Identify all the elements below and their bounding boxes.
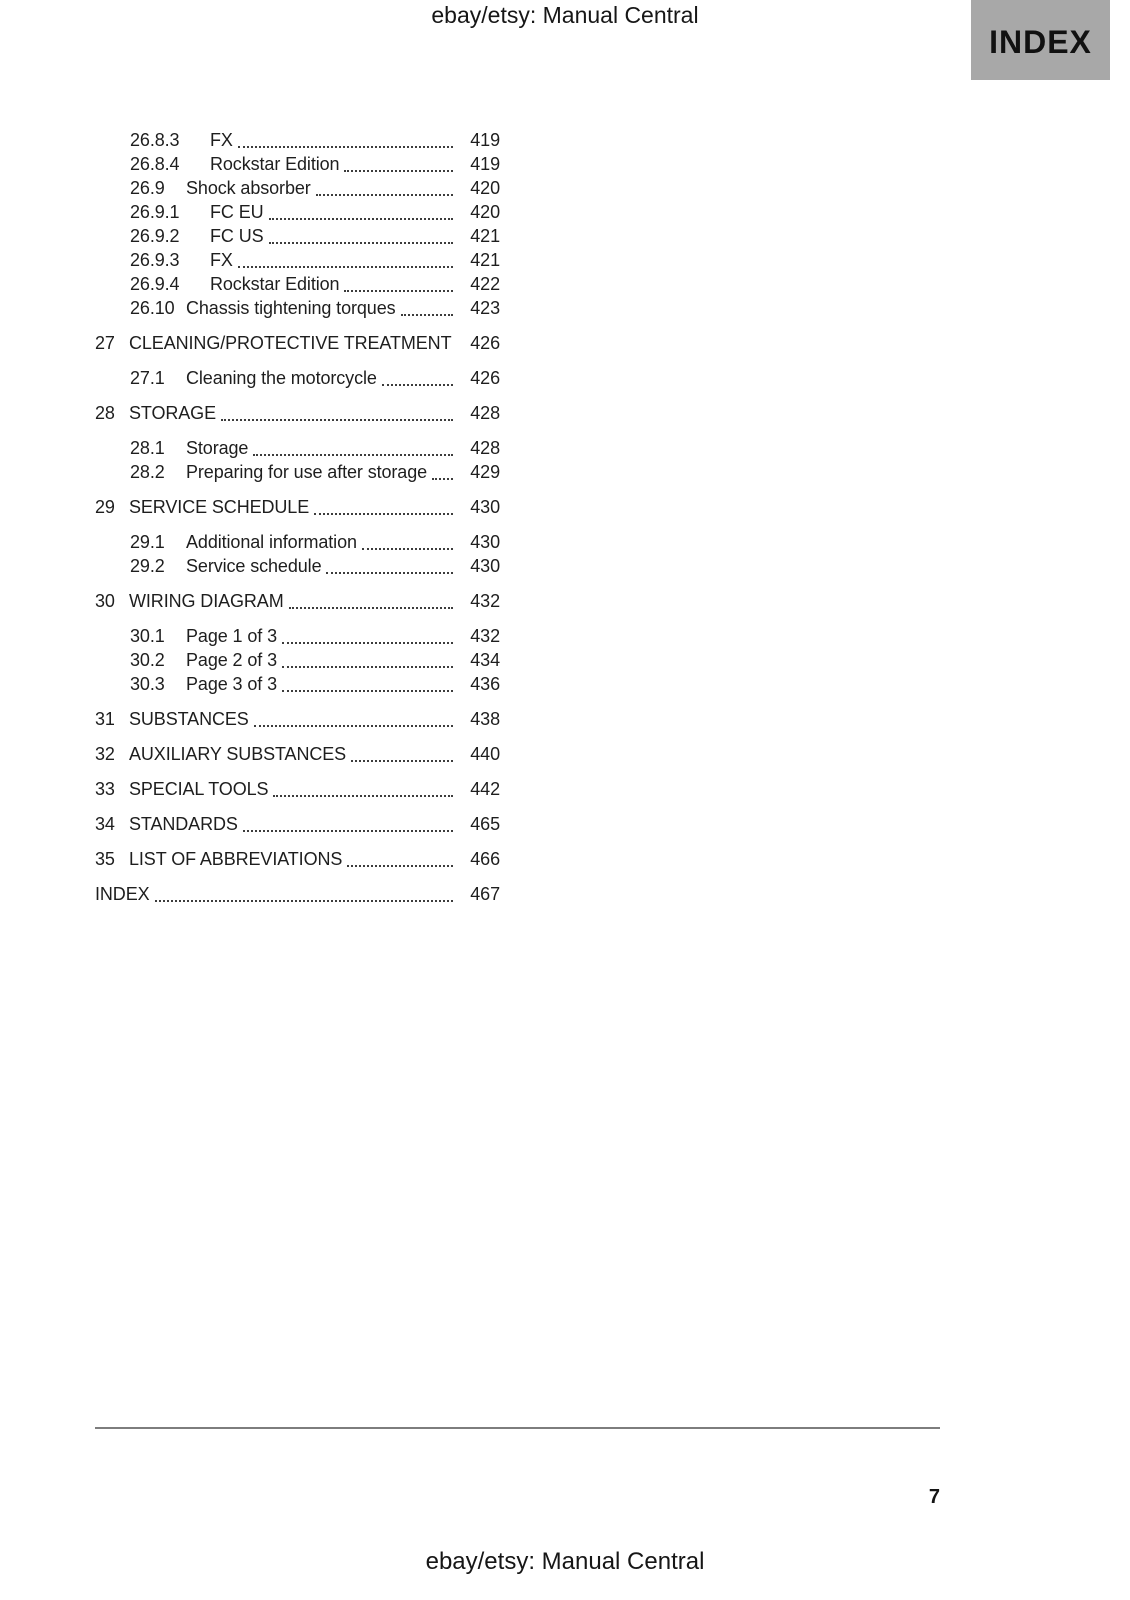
toc-entry xyxy=(95,648,500,672)
toc-entry-number: 26.9.4 xyxy=(130,274,180,294)
dot-leader xyxy=(238,812,460,836)
dot-leader xyxy=(150,882,460,906)
dot-leader xyxy=(377,366,460,390)
toc-entry-number: 28.2 xyxy=(130,462,165,482)
toc-entry-page: 438 xyxy=(470,709,500,729)
toc-entry-number: 29.2 xyxy=(130,556,165,576)
toc-entry-title: Storage xyxy=(186,438,249,458)
dot-leader xyxy=(311,176,460,200)
toc-entry-page: 465 xyxy=(470,814,500,834)
page-number: 7 xyxy=(928,1486,940,1508)
toc-entry xyxy=(95,176,500,200)
dot-leader xyxy=(357,530,460,554)
toc-entry xyxy=(95,742,500,766)
dot-leader xyxy=(233,248,460,272)
dot-leader xyxy=(339,272,460,296)
toc-entry-page: 430 xyxy=(470,532,500,552)
toc-entry-title: Preparing for use after storage xyxy=(186,462,428,482)
toc-entry xyxy=(95,224,500,248)
dot-leader xyxy=(216,401,460,425)
toc-entry-title: Additional information xyxy=(186,532,357,552)
toc-entry xyxy=(95,152,500,176)
toc-entry xyxy=(95,366,500,390)
toc-entry-page: 421 xyxy=(470,250,500,270)
toc-entry-title: Rockstar Edition xyxy=(210,154,340,174)
toc-entry xyxy=(95,530,500,554)
toc-entry-title: Chassis tightening torques xyxy=(186,298,396,318)
toc-entry-number: 30 xyxy=(95,591,115,611)
dot-leader xyxy=(342,847,460,871)
toc-entry-number: 29.1 xyxy=(130,532,165,552)
toc-entry-title: Service schedule xyxy=(186,556,322,576)
toc-entry xyxy=(95,554,500,578)
toc-entry-number: 31 xyxy=(95,709,115,729)
index-tab xyxy=(971,0,1110,80)
toc-entry xyxy=(95,272,500,296)
dot-leader xyxy=(321,554,460,578)
dot-leader xyxy=(264,200,460,224)
toc-entry-page: 440 xyxy=(470,744,500,764)
toc-entry-page: 426 xyxy=(470,333,500,353)
toc-entry-page: 429 xyxy=(470,462,500,482)
toc-entry-page: 466 xyxy=(470,849,500,869)
toc-entry-number: 35 xyxy=(95,849,115,869)
dot-leader xyxy=(233,128,460,152)
footer-divider xyxy=(95,1427,940,1429)
dot-leader xyxy=(249,707,460,731)
toc-entry-number: 28 xyxy=(95,403,115,423)
toc-entry-number: 28.1 xyxy=(130,438,165,458)
toc-entry-page: 434 xyxy=(470,650,500,670)
toc-entry-title: STORAGE xyxy=(129,403,216,423)
dot-leader xyxy=(451,331,460,355)
toc-entry-page: 432 xyxy=(470,626,500,646)
toc-entry-page: 430 xyxy=(470,556,500,576)
toc-entry-title: FC US xyxy=(210,226,264,246)
toc-entry-page: 421 xyxy=(470,226,500,246)
toc-entry-number: 33 xyxy=(95,779,115,799)
toc-entry xyxy=(95,128,500,152)
toc-entry-number: 32 xyxy=(95,744,115,764)
index-tab-label: INDEX xyxy=(989,23,1092,60)
toc-entry-title: INDEX xyxy=(95,884,150,904)
dot-leader xyxy=(277,624,460,648)
toc-entry-page: 432 xyxy=(470,591,500,611)
toc-entry-title: Cleaning the motorcycle xyxy=(186,368,377,388)
toc-entry xyxy=(95,707,500,731)
dot-leader xyxy=(427,460,460,484)
toc-entry-number: 29 xyxy=(95,497,115,517)
toc-entry-title: LIST OF ABBREVIATIONS xyxy=(129,849,343,869)
dot-leader xyxy=(346,742,460,766)
toc-entry xyxy=(95,882,500,906)
toc-entry xyxy=(95,672,500,696)
toc-entry-number: 30.1 xyxy=(130,626,165,646)
toc-entry-title: FX xyxy=(210,250,233,270)
toc-entry-number: 26.9.2 xyxy=(130,226,180,246)
toc-entry-page: 467 xyxy=(470,884,500,904)
toc-entry-number: 26.8.3 xyxy=(130,130,180,150)
toc-entry-title: STANDARDS xyxy=(129,814,238,834)
dot-leader xyxy=(284,589,460,613)
toc-entry-page: 428 xyxy=(470,438,500,458)
toc-entry-page: 428 xyxy=(470,403,500,423)
dot-leader xyxy=(396,296,460,320)
toc-entry-page: 419 xyxy=(470,154,500,174)
dot-leader xyxy=(264,224,460,248)
toc-entry-page: 442 xyxy=(470,779,500,799)
toc-entry xyxy=(95,777,500,801)
toc-entry xyxy=(95,624,500,648)
toc-entry xyxy=(95,847,500,871)
toc-entry-title: WIRING DIAGRAM xyxy=(129,591,284,611)
toc-entry-title: AUXILIARY SUBSTANCES xyxy=(129,744,347,764)
toc-entry xyxy=(95,460,500,484)
toc-entry xyxy=(95,296,500,320)
toc-entry-number: 27.1 xyxy=(130,368,165,388)
toc-entry-page: 420 xyxy=(470,202,500,222)
toc-entry-title: CLEANING/PROTECTIVE TREATMENT xyxy=(129,333,452,353)
toc-entry-page: 423 xyxy=(470,298,500,318)
toc-entry-number: 26.9.3 xyxy=(130,250,180,270)
table-of-contents xyxy=(95,128,500,917)
toc-entry-page: 420 xyxy=(470,178,500,198)
dot-leader xyxy=(277,648,460,672)
toc-entry xyxy=(95,401,500,425)
toc-entry-title: Page 3 of 3 xyxy=(186,674,277,694)
toc-entry-title: FX xyxy=(210,130,233,150)
dot-leader xyxy=(248,436,460,460)
toc-entry-title: Page 1 of 3 xyxy=(186,626,277,646)
toc-entry xyxy=(95,495,500,519)
toc-entry-title: Rockstar Edition xyxy=(210,274,340,294)
toc-entry-number: 30.2 xyxy=(130,650,165,670)
toc-entry-number: 26.9 xyxy=(130,178,165,198)
dot-leader xyxy=(309,495,460,519)
toc-entry-page: 430 xyxy=(470,497,500,517)
toc-entry-title: SPECIAL TOOLS xyxy=(129,779,269,799)
toc-entry-title: SUBSTANCES xyxy=(129,709,249,729)
toc-entry-number: 26.10 xyxy=(130,298,175,318)
toc-entry xyxy=(95,812,500,836)
toc-entry xyxy=(95,200,500,224)
toc-entry-number: 34 xyxy=(95,814,115,834)
toc-entry-title: SERVICE SCHEDULE xyxy=(129,497,310,517)
footer-watermark-title: ebay/etsy: Manual Central xyxy=(425,1548,705,1575)
header-watermark-title: ebay/etsy: Manual Central xyxy=(431,2,699,28)
toc-entry-title: Page 2 of 3 xyxy=(186,650,277,670)
toc-entry-page: 426 xyxy=(470,368,500,388)
dot-leader xyxy=(268,777,460,801)
dot-leader xyxy=(339,152,460,176)
toc-entry-number: 26.9.1 xyxy=(130,202,180,222)
toc-entry xyxy=(95,589,500,613)
toc-entry xyxy=(95,331,500,355)
toc-entry xyxy=(95,436,500,460)
dot-leader xyxy=(277,672,460,696)
toc-entry-page: 419 xyxy=(470,130,500,150)
toc-entry-page: 436 xyxy=(470,674,500,694)
toc-entry-number: 26.8.4 xyxy=(130,154,180,174)
toc-entry-title: FC EU xyxy=(210,202,264,222)
toc-entry-number: 27 xyxy=(95,333,115,353)
toc-entry-page: 422 xyxy=(470,274,500,294)
toc-entry-title: Shock absorber xyxy=(186,178,311,198)
toc-entry-number: 30.3 xyxy=(130,674,165,694)
toc-entry xyxy=(95,248,500,272)
